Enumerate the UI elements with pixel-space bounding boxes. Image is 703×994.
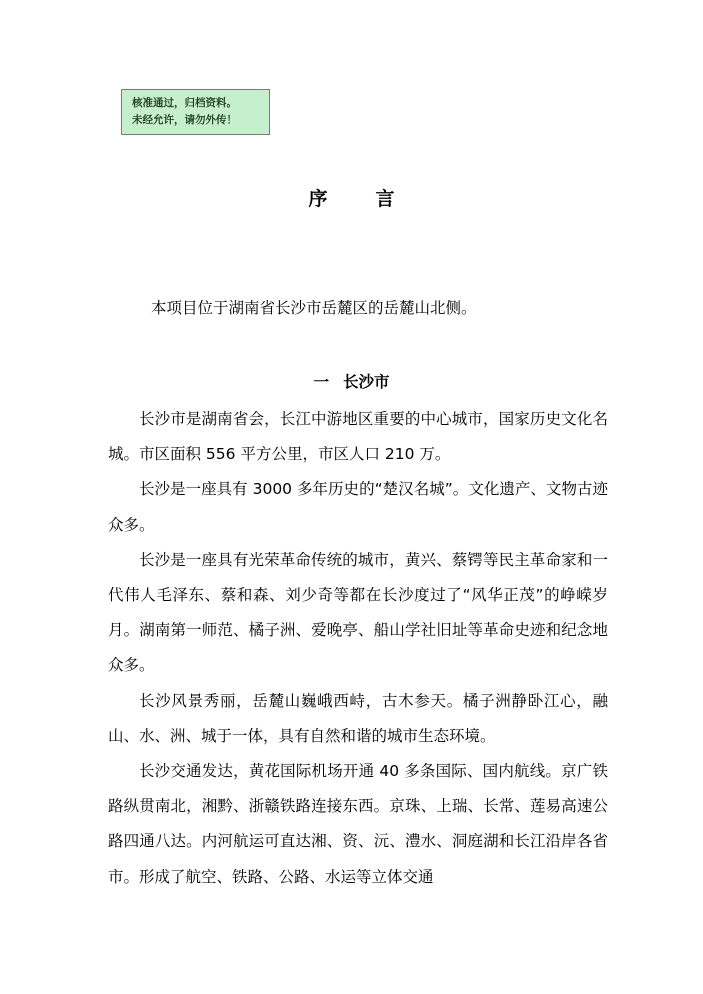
title-char-1: 序 [308,188,328,210]
section-title: 长沙市 [343,373,390,391]
section-number: 一 [313,373,329,391]
page-title [0,184,703,211]
intro-line: 本项目位于湖南省长沙市岳麓区的岳麓山北侧。 [151,299,477,317]
archive-stamp [121,89,270,135]
paragraph: 长沙风景秀丽，岳麓山巍峨西峙，古木参天。橘子洲静卧江心，融山、水、洲、城于一体，具有自然和谐的城市生态环境。 [108,691,608,745]
stamp-line-1: 核准通过，归档资料。 [132,97,237,109]
paragraph: 长沙是一座具有 3000 多年历史的“楚汉名城”。文化遗产、文物古迹众多。 [108,480,608,534]
section-heading [0,370,703,392]
title-char-2: 言 [375,188,395,210]
paragraph: 长沙是一座具有光荣革命传统的城市，黄兴、蔡锷等民主革命家和一代伟人毛泽东、蔡和森、刘少奇等都在长沙度过了“风华正茂”的峥嵘岁月。湖南第一师范、橘子洲、爱晚亭、船山学社旧址等革命史迹和纪念地众多。 [108,550,608,675]
paragraph: 长沙市是湖南省会，长江中游地区重要的中心城市，国家历史文化名城。市区面积 556 平方公里，市区人口 210 万。 [108,410,608,464]
stamp-line-2: 未经允许，请勿外传！ [132,114,237,126]
body-text [108,402,608,895]
paragraph: 长沙交通发达，黄花国际机场开通 40 多条国际、国内航线。京广铁路纵贯南北，湘黔、浙赣铁路连接东西。京珠、上瑞、长常、莲易高速公路四通八达。内河航运可直达湘、资、沅、澧水、洞庭湖和长江沿岸各省市。形成了航空、铁路、公路、水运等立体交通 [108,762,608,886]
